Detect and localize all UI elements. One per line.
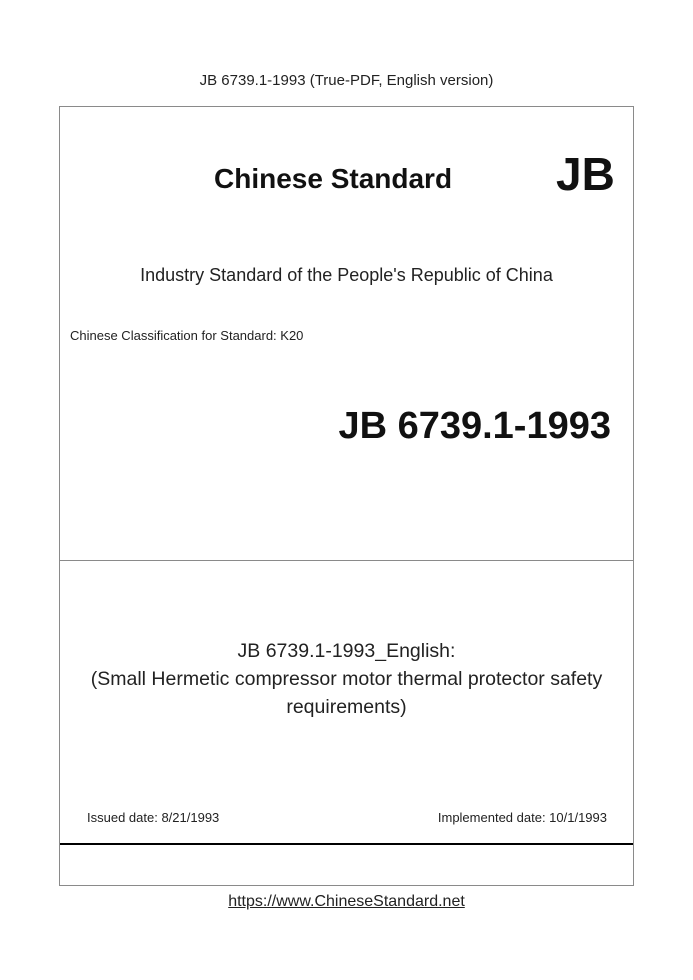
standard-mark: JB bbox=[556, 148, 615, 200]
cover-title: Chinese Standard bbox=[214, 163, 453, 194]
implemented-date: Implemented date: 10/1/1993 bbox=[437, 810, 607, 825]
standard-number: JB 6739.1-1993 bbox=[338, 405, 611, 447]
footer bbox=[0, 893, 693, 911]
website-link[interactable]: https://www.ChineseStandard.net bbox=[228, 893, 465, 910]
english-title-line-3: requirements) bbox=[286, 696, 407, 718]
cover-top-section bbox=[60, 107, 633, 561]
issued-date: Issued date: 8/21/1993 bbox=[87, 810, 220, 825]
classification-line: Chinese Classification for Standard: K20 bbox=[70, 328, 304, 343]
cover-bottom-box bbox=[60, 843, 633, 887]
english-title-block bbox=[60, 637, 633, 721]
industry-line: Industry Standard of the People's Republic of China bbox=[140, 265, 553, 285]
english-title-line-1: JB 6739.1-1993_English: bbox=[237, 640, 456, 662]
document-header: JB 6739.1-1993 (True-PDF, English version) bbox=[199, 72, 494, 89]
cover-frame bbox=[59, 106, 634, 886]
english-title-line-2: (Small Hermetic compressor motor thermal protector safety bbox=[90, 668, 603, 690]
